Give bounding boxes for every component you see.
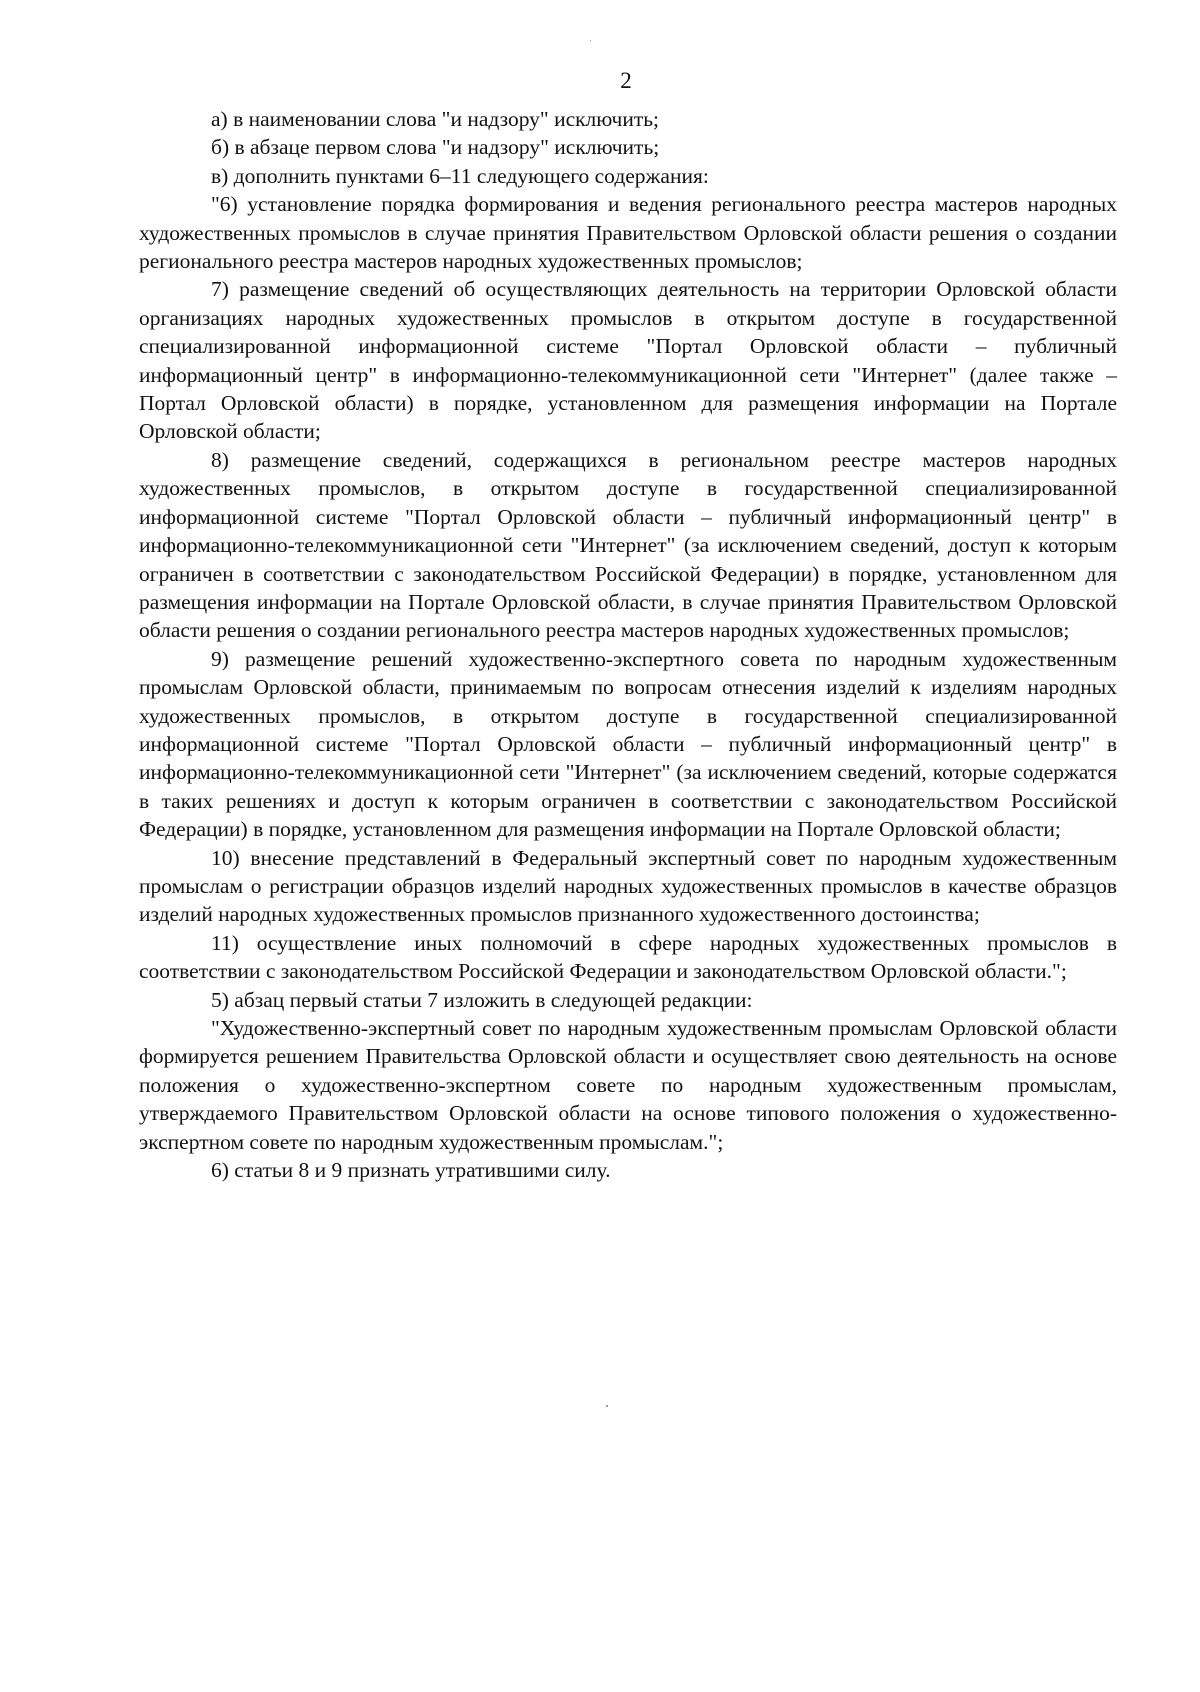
paragraph-point-6: "6) установление порядка формирования и ведения регионального реестра мастеров народных художественных промыслов в случае принятия Правительством Орловской области решения о создании регионального реестра мастеров народных художественных промыслов; bbox=[139, 192, 1117, 274]
paragraph-item-v: в) дополнить пунктами 6–11 следующего содержания: bbox=[211, 163, 709, 188]
paragraph-item-a: а) в наименовании слова "и надзору" исключить; bbox=[211, 107, 660, 131]
scan-speck bbox=[606, 1405, 608, 1407]
paragraph-article-7-text: "Художественно-экспертный совет по народным художественным промыслам Орловской области формируется решением Правительства Орловской области и осуществляет свою деятельность на основе положения о художественно-экспертном совете по народным художественным промыслам, утверждаемого Правительством Орловской области на основе типового положения о художественно-экспертном совете по народным художественным промыслам."; bbox=[139, 1016, 1117, 1154]
paragraph-item-b: б) в абзаце первом слова "и надзору" исключить; bbox=[211, 135, 660, 160]
paragraph-point-7: 7) размещение сведений об осуществляющих деятельность на территории Орловской области организациях народных художественных промыслов в открытом доступе в государственной специализированной информационной системе "Портал Орловской области – публичный информационный центр" в информационно-телекоммуникационной сети "Интернет" (далее также – Портал Орловской области) в порядке, установленном для размещения информации на Портале Орловской области; bbox=[139, 277, 1117, 444]
document-body bbox=[139, 105, 1117, 1184]
paragraph-point-9: 9) размещение решений художественно-экспертного совета по народным художественным промыслам Орловской области, принимаемым по вопросам отнесения изделий к изделиям народных художественных промыслов, в открытом доступе в государственной специализированной информационной системе "Портал Орловской области – публичный информационный центр" в информационно-телекоммуникационной сети "Интернет" (за исключением сведений, которые содержатся в таких решениях и доступ к которым ограничен в соответствии с законодательством Российской Федерации) в порядке, установленном для размещения информации на Портале Орловской области; bbox=[139, 646, 1117, 842]
page-number: 2 bbox=[620, 68, 632, 93]
paragraph-point-8: 8) размещение сведений, содержащихся в региональном реестре мастеров народных художественных промыслов, в открытом доступе в государственной специализированной информационной системе "Портал Орловской области – публичный информационный центр" в информационно-телекоммуникационной сети "Интернет" (за исключением сведений, доступ к которым ограничен в соответствии с законодательством Российской Федерации) в порядке, установленном для размещения информации на Портале Орловской области, в случае принятия Правительством Орловской области решения о создании регионального реестра мастеров народных художественных промыслов; bbox=[139, 447, 1117, 643]
paragraph-item-5: 5) абзац первый статьи 7 изложить в следующей редакции: bbox=[211, 987, 753, 1012]
paragraph-point-11: 11) осуществление иных полномочий в сфере народных художественных промыслов в соответствии с законодательством Российской Федерации и законодательством Орловской области."; bbox=[139, 930, 1117, 984]
paragraph-point-10: 10) внесение представлений в Федеральный экспертный совет по народным художественным промыслам о регистрации образцов изделий народных художественных промыслов в качестве образцов изделий народных художественных промыслов признанного художественного достоинства; bbox=[139, 845, 1117, 927]
paragraph-item-6: 6) статьи 8 и 9 признать утратившими силу. bbox=[211, 1158, 611, 1183]
scan-speck bbox=[590, 40, 591, 41]
